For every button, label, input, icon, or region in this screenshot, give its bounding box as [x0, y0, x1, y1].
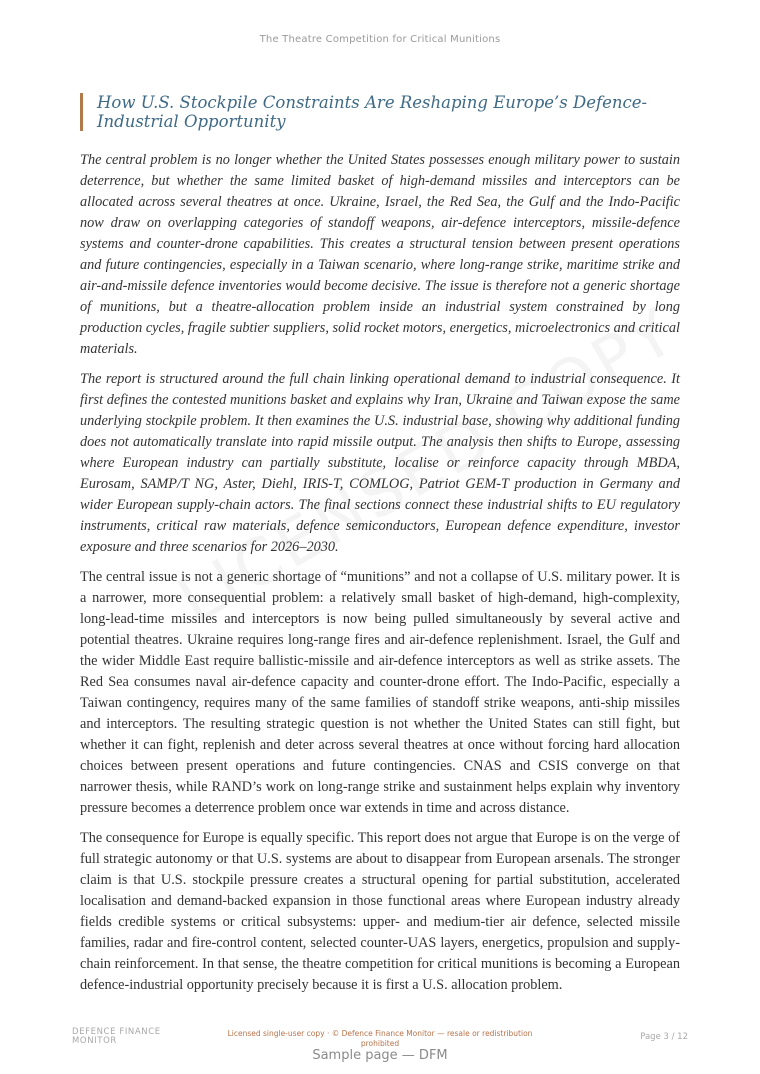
footer-license-line-2: prohibited	[360, 1038, 400, 1048]
footer-license-notice	[225, 1029, 535, 1048]
body-paragraph-2: The consequence for Europe is equally specific. This report does not argue that Europe is on the verge of full strategic autonomy or that U.S. systems are about to disappear from European arsenals. The stronger claim is that U.S. stockpile pressure creates a structural opening for partial substitution, accelerated localisation and demand-backed expansion in those functional areas where European industry already fields credible systems or critical subsystems: upper- and medium-tier air defence, selected missile families, radar and fire-control content, selected counter-UAS layers, energetics, propulsion and supply-chain reinforcement. In that sense, the theatre competition for critical munitions is becoming a European defence-industrial opportunity precisely because it is first a U.S. allocation problem.	[80, 830, 680, 993]
footer-brand-line-2: MONITOR	[72, 1036, 117, 1046]
intro-paragraph-1: The central problem is no longer whether the United States possesses enough military power to sustain deterrence, but whether the same limited basket of high-demand missiles and interceptors can be allocated across several theatres at once. Ukraine, Israel, the Red Sea, the Gulf and the Indo-Pacific now draw on overlapping categories of standoff weapons, air-defence interceptors, missile-defence systems and counter-drone capabilities. This creates a structural tension between present operations and future contingencies, especially in a Taiwan scenario, where long-range strike, maritime strike and air-and-missile defence inventories would become decisive. The issue is therefore not a generic shortage of munitions, but a theatre-allocation problem inside an industrial system constrained by long production cycles, fragile subtier suppliers, solid rocket motors, energetics, microelectronics and critical materials.	[80, 152, 680, 357]
sample-page-label: Sample page — DFM	[312, 1048, 448, 1063]
section-title: How U.S. Stockpile Constraints Are Reshaping Europe’s Defence-Industrial Opportunity	[80, 93, 657, 131]
body-text	[80, 150, 680, 1005]
footer-brand-line-1: DEFENCE FINANCE	[72, 1027, 161, 1037]
page-number: Page 3 / 12	[640, 1032, 688, 1042]
running-header: The Theatre Competition for Critical Munitions	[259, 34, 501, 45]
body-paragraph-1: The central issue is not a generic shortage of “munitions” and not a collapse of U.S. military power. It is a narrower, more consequential problem: a relatively small basket of high-demand, high-complexity, long-lead-time missiles and interceptors is now being pulled simultaneously by several active and potential theatres. Ukraine requires long-range fires and air-defence replenishment. Israel, the Gulf and the wider Middle East require ballistic-missile and air-defence interceptors as well as strike assets. The Red Sea consumes naval air-defence capacity and counter-drone effort. The Indo-Pacific, especially a Taiwan contingency, requires many of the same families of standoff strike weapons, anti-ship missiles and interceptors. The resulting strategic question is not whether the United States can still fight, but whether it can fight, replenish and deter across several theatres at once without forcing hard allocation choices between present operations and future contingencies. CNAS and CSIS converge on that narrower thesis, while RAND’s work on long-range strike and sustainment helps explain why inventory pressure becomes a deterrence problem once war extends in time and across distance.	[80, 569, 680, 816]
footer-brand-logo	[72, 1028, 212, 1046]
footer-license-line-1: Licensed single-user copy · © Defence Finance Monitor — resale or redistribution	[227, 1029, 533, 1038]
intro-paragraph-2: The report is structured around the full chain linking operational demand to industrial consequence. It first defines the contested munitions basket and explains why Iran, Ukraine and Taiwan expose the same underlying stockpile problem. It then examines the U.S. industrial base, showing why additional funding does not automatically translate into rapid missile output. The analysis then shifts to Europe, assessing where European industry can partially substitute, localise or reinforce capacity through MBDA, Eurosam, SAMP/T NG, Aster, Diehl, IRIS-T, COMLOG, Patriot GEM-T production in Germany and wider European supply-chain actors. The final sections connect these industrial shifts to EU regulatory instruments, critical raw materials, defence semiconductors, European defence expenditure, investor exposure and three scenarios for 2026–2030.	[80, 371, 680, 555]
